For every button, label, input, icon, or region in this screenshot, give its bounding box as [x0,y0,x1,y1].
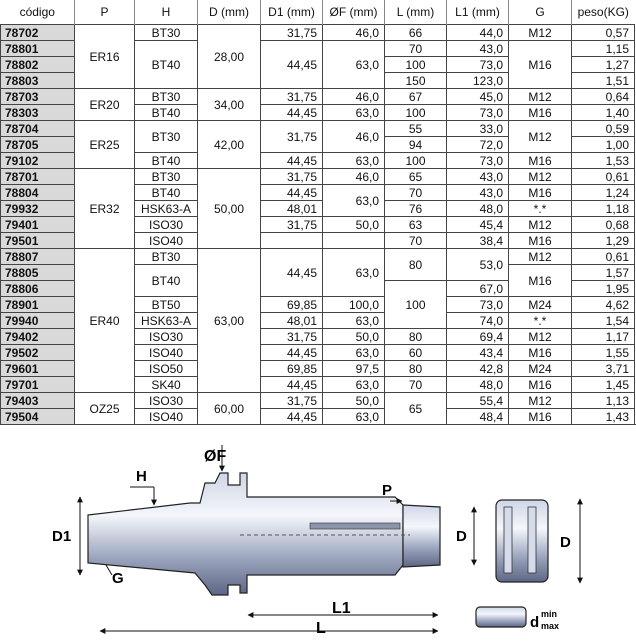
l1-cell: 38,4 [447,233,509,249]
h-cell: BT30 [135,89,198,105]
h-cell: ISO30 [135,393,198,409]
d1-cell [261,233,323,249]
f-cell: 50,0 [323,329,385,345]
table-row [1,121,635,137]
l1-cell: 45,4 [447,217,509,233]
d1-cell: 31,75 [261,329,323,345]
l-cell: 100 [385,281,447,329]
f-cell: 63,0 [323,409,385,425]
code-cell: 79601 [1,361,75,377]
h-cell: BT40 [135,265,198,297]
l-cell: 66 [385,25,447,41]
peso-cell: 1,51 [572,73,635,89]
l-cell: 100 [385,153,447,169]
g-cell: M16 [509,377,572,393]
peso-cell: 1,15 [572,41,635,57]
label-l1: L1 [332,600,351,617]
code-cell: 78805 [1,265,75,281]
f-cell [323,233,385,249]
l1-cell: 48,4 [447,409,509,425]
l1-cell: 43,4 [447,345,509,361]
g-cell: *.* [509,313,572,329]
p-cell: OZ25 [75,393,135,425]
l-cell: 76 [385,201,447,217]
d1-cell: 31,75 [261,121,323,153]
l1-cell: 48,0 [447,377,509,393]
d1-cell: 44,45 [261,345,323,361]
col-header-g: G [509,0,572,25]
d-cell: 42,00 [198,121,261,169]
d1-cell: 31,75 [261,25,323,41]
d-cell: 63,00 [198,249,261,393]
g-cell: M12 [509,329,572,345]
col-header-d1: D1 (mm) [261,0,323,25]
l-cell: 100 [385,57,447,73]
l-cell: 150 [385,73,447,89]
label-min: min [541,609,558,619]
h-cell: ISO40 [135,233,198,249]
h-cell: BT40 [135,153,198,169]
g-cell: M24 [509,361,572,377]
peso-cell: 1,13 [572,393,635,409]
col-header-d: D (mm) [198,0,261,25]
table-header-row [1,0,635,25]
l-cell: 70 [385,185,447,201]
code-cell: 78802 [1,57,75,73]
f-cell: 63,0 [323,377,385,393]
l1-cell: 42,8 [447,361,509,377]
code-cell: 78705 [1,137,75,153]
code-cell: 79403 [1,393,75,409]
col-header-h: H [135,0,198,25]
table-row [1,25,635,41]
g-cell: M16 [509,345,572,361]
h-cell: ISO40 [135,345,198,361]
h-cell: BT50 [135,297,198,313]
l1-cell: 43,0 [447,41,509,57]
label-d1: D1 [52,528,72,545]
l1-cell: 123,0 [447,73,509,89]
d1-cell: 48,01 [261,201,323,217]
l1-cell: 69,4 [447,329,509,345]
code-cell: 78806 [1,281,75,297]
d-cell: 34,00 [198,89,261,121]
pin-part [476,607,526,627]
f-cell: 63,0 [323,345,385,361]
peso-cell: 0,59 [572,121,635,137]
d1-cell: 31,75 [261,89,323,105]
f-cell: 50,0 [323,393,385,409]
f-cell: 63,0 [323,185,385,217]
f-cell: 63,0 [323,249,385,297]
peso-cell: 1,27 [572,57,635,73]
l-cell: 70 [385,233,447,249]
d1-cell: 69,85 [261,297,323,313]
peso-cell: 0,64 [572,89,635,105]
p-cell: ER25 [75,121,135,169]
l-cell: 55 [385,121,447,137]
f-cell: 46,0 [323,89,385,105]
l1-cell: 55,4 [447,393,509,409]
peso-cell: 0,61 [572,169,635,185]
label-d: D [456,528,467,545]
p-cell: ER40 [75,249,135,393]
d1-cell: 31,75 [261,169,323,185]
l1-cell: 73,0 [447,105,509,121]
table-row [1,89,635,105]
code-cell: 78901 [1,297,75,313]
g-cell: M16 [509,185,572,201]
code-cell: 79701 [1,377,75,393]
h-cell: HSK63-A [135,201,198,217]
code-cell: 78804 [1,185,75,201]
g-cell: *.* [509,201,572,217]
l-cell: 65 [385,393,447,425]
table-row [1,249,635,265]
label-g: G [112,570,124,587]
l1-cell: 73,0 [447,297,509,313]
g-cell: M16 [509,105,572,121]
d1-cell: 44,45 [261,153,323,169]
code-cell: 79502 [1,345,75,361]
h-cell: ISO40 [135,409,198,425]
g-cell: M12 [509,121,572,153]
label-h: H [136,468,147,485]
l1-cell: 53,0 [447,249,509,281]
h-cell: BT30 [135,25,198,41]
g-cell: M24 [509,297,572,313]
d1-cell: 44,45 [261,105,323,121]
g-cell: M12 [509,249,572,265]
technical-drawing [0,424,636,637]
d1-cell: 31,75 [261,393,323,409]
p-cell: ER20 [75,89,135,121]
d1-cell: 31,75 [261,217,323,233]
code-cell: 78803 [1,73,75,89]
l1-cell: 48,0 [447,201,509,217]
f-cell: 46,0 [323,25,385,41]
peso-cell: 1,24 [572,185,635,201]
label-f: ØF [204,448,227,465]
code-cell: 78303 [1,105,75,121]
g-cell: M16 [509,233,572,249]
f-cell: 63,0 [323,153,385,169]
peso-cell: 1,53 [572,153,635,169]
table-row [1,169,635,185]
d1-cell: 44,45 [261,249,323,297]
label-l: L [316,620,326,637]
f-cell: 63,0 [323,105,385,121]
f-cell: 46,0 [323,121,385,153]
l-cell: 67 [385,89,447,105]
d1-cell: 44,45 [261,185,323,201]
peso-cell: 1,00 [572,137,635,153]
l1-cell: 43,0 [447,169,509,185]
h-cell: ISO50 [135,361,198,377]
g-cell: M16 [509,153,572,169]
d-cell: 28,00 [198,25,261,89]
col-header-p: P [75,0,135,25]
col-header-codigo: código [1,0,75,25]
h-cell: ISO30 [135,329,198,345]
l1-cell: 74,0 [447,313,509,329]
l1-cell: 73,0 [447,57,509,73]
f-cell: 100,0 [323,297,385,313]
h-cell: SK40 [135,377,198,393]
peso-cell: 0,57 [572,25,635,41]
peso-cell: 1,40 [572,105,635,121]
l-cell: 80 [385,329,447,345]
h-cell: BT30 [135,169,198,185]
code-cell: 78702 [1,25,75,41]
h-cell: BT40 [135,185,198,201]
f-cell: 46,0 [323,169,385,185]
peso-cell: 1,43 [572,409,635,425]
peso-cell: 1,95 [572,281,635,297]
g-cell: M12 [509,217,572,233]
peso-cell: 1,29 [572,233,635,249]
code-cell: 78807 [1,249,75,265]
h-cell: BT40 [135,41,198,89]
g-cell: M16 [509,409,572,425]
g-cell: M16 [509,41,572,89]
l1-cell: 33,0 [447,121,509,137]
g-cell: M12 [509,89,572,105]
code-cell: 78704 [1,121,75,137]
code-cell: 78703 [1,89,75,105]
code-cell: 78801 [1,41,75,57]
l1-cell: 72,0 [447,137,509,153]
d1-cell: 44,45 [261,377,323,393]
h-cell: BT40 [135,105,198,121]
h-cell: BT30 [135,121,198,153]
l-cell: 100 [385,105,447,121]
peso-cell: 3,71 [572,361,635,377]
p-cell: ER16 [75,25,135,89]
f-cell: 97,5 [323,361,385,377]
l-cell: 80 [385,361,447,377]
d1-cell: 48,01 [261,313,323,329]
peso-cell: 1,57 [572,265,635,281]
d-cell: 60,00 [198,393,261,425]
f-cell: 63,0 [323,313,385,329]
l-cell: 70 [385,41,447,57]
col-header-f: ØF (mm) [323,0,385,25]
d1-cell: 69,85 [261,361,323,377]
col-header-l: L (mm) [385,0,447,25]
d1-cell: 44,45 [261,409,323,425]
tool-holder-drawing [0,425,636,637]
code-cell: 79402 [1,329,75,345]
p-cell: ER32 [75,169,135,249]
peso-cell: 1,17 [572,329,635,345]
l-cell: 70 [385,377,447,393]
peso-cell: 1,45 [572,377,635,393]
g-cell: M12 [509,25,572,41]
l-cell: 80 [385,249,447,281]
f-cell: 50,0 [323,217,385,233]
peso-cell: 1,55 [572,345,635,361]
code-cell: 79932 [1,201,75,217]
h-cell: HSK63-A [135,313,198,329]
l-cell: 63 [385,217,447,233]
d-cell: 50,00 [198,169,261,249]
label-p: P [382,482,393,499]
l1-cell: 45,0 [447,89,509,105]
peso-cell: 0,61 [572,249,635,265]
code-cell: 79102 [1,153,75,169]
h-cell: ISO30 [135,217,198,233]
label-d-pin: d [530,614,540,631]
peso-cell: 4,62 [572,297,635,313]
l1-cell: 73,0 [447,153,509,169]
l1-cell: 44,0 [447,25,509,41]
g-cell: M12 [509,393,572,409]
g-cell: M12 [509,169,572,185]
code-cell: 79501 [1,233,75,249]
code-cell: 79940 [1,313,75,329]
label-max: max [541,621,560,631]
l1-cell: 67,0 [447,281,509,297]
g-cell: M16 [509,265,572,297]
h-cell: BT30 [135,249,198,265]
l-cell: 60 [385,345,447,361]
peso-cell: 1,54 [572,313,635,329]
peso-cell: 1,18 [572,201,635,217]
table-row [1,393,635,409]
collet-end-view [496,500,548,582]
col-header-peso: peso(KG) [577,5,629,19]
code-cell: 78701 [1,169,75,185]
l1-cell: 43,0 [447,185,509,201]
code-cell: 79504 [1,409,75,425]
code-cell: 79401 [1,217,75,233]
col-header-l1: L1 (mm) [447,0,509,25]
label-d2: D [560,534,571,551]
f-cell: 63,0 [323,41,385,89]
l-cell: 65 [385,169,447,185]
d1-cell: 44,45 [261,41,323,89]
peso-cell: 0,68 [572,217,635,233]
l-cell: 94 [385,137,447,153]
